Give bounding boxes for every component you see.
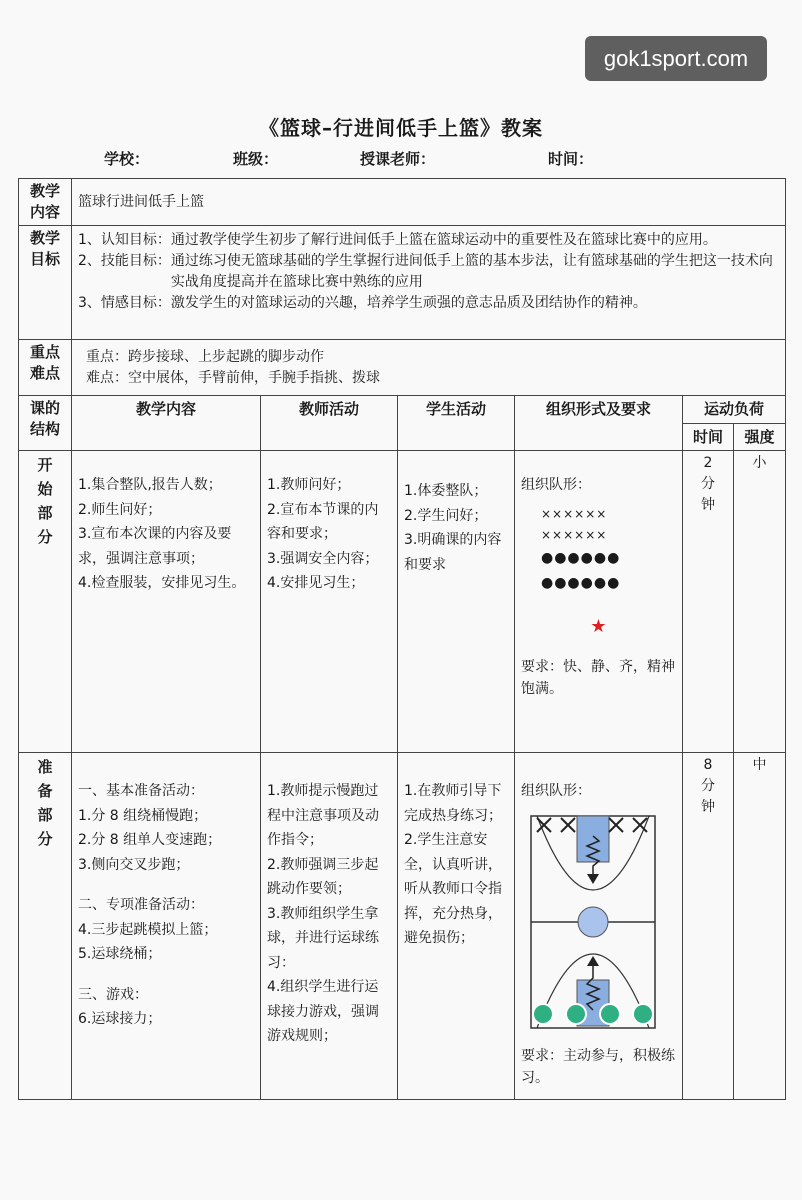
list-item: 4.组织学生进行运球接力游戏，强调游戏规则； bbox=[267, 979, 379, 1044]
part-start-time: 2 分 钟 bbox=[683, 451, 734, 753]
spacer bbox=[78, 877, 254, 893]
goal-text: 通过练习使无篮球基础的学生掌握行进间低手上篮的基本步法，让有篮球基础的学生把这一技术向实战角度提高并在篮球比赛中熟练的应用 bbox=[170, 253, 773, 290]
header-load: 运动负荷 bbox=[683, 396, 786, 424]
list-item: 2.教师强调三步起跳动作要领； bbox=[267, 856, 379, 897]
list-item: 1.教师提示慢跑过程中注意事项及动作指令； bbox=[267, 783, 379, 848]
teaching-content-value: 篮球行进间低手上篮 bbox=[72, 179, 786, 226]
list-item: 2.分 8 组单人变速跑； bbox=[78, 832, 222, 848]
key-points-content bbox=[72, 340, 786, 396]
list-item: 6.运球接力； bbox=[78, 1011, 162, 1027]
requirement-text: 要求：快、静、齐，精神饱满。 bbox=[521, 659, 675, 698]
top-key-box bbox=[577, 816, 609, 862]
page-title: 《篮球–行进间低手上篮》教案 bbox=[259, 116, 543, 140]
part-prepare-content bbox=[72, 753, 261, 1100]
lesson-plan-table bbox=[18, 178, 786, 1100]
row-teaching-content bbox=[19, 179, 786, 226]
list-item: 2.学生注意安全，认真听讲，听从教师口令指挥，充分热身，避免损伤； bbox=[404, 832, 502, 946]
part-start-student bbox=[398, 451, 515, 753]
difficulty-text: 难点：空中展体，手臂前伸，手腕手指挑、拨球 bbox=[86, 369, 380, 386]
teaching-goals-label: 教学目标 bbox=[19, 226, 72, 340]
list-item: 2.师生问好； bbox=[78, 501, 162, 518]
part-start-organization bbox=[515, 451, 683, 753]
part-prepare-label: 准 备 部 分 bbox=[19, 753, 72, 1100]
list-item: 3.明确课的内容和要求 bbox=[404, 532, 502, 573]
part-start-label: 开 始 部 分 bbox=[19, 451, 72, 753]
formation-row-x: ×××××× bbox=[541, 507, 608, 521]
teacher-star-icon: ★ bbox=[590, 616, 607, 637]
list-item: 4.检查服装，安排见习生。 bbox=[78, 575, 246, 591]
watermark-badge: gok1sport.com bbox=[585, 36, 767, 81]
goal-item bbox=[78, 293, 779, 314]
key-points-label: 重点难点 bbox=[19, 340, 72, 396]
header-row bbox=[19, 396, 786, 424]
list-item: 一、基本准备活动： bbox=[78, 783, 204, 799]
teaching-content-label: 教学内容 bbox=[19, 179, 72, 226]
formation-row-dots: ●●●●●● bbox=[541, 574, 621, 591]
arrow-up-icon bbox=[587, 956, 599, 966]
goal-label: 3、情感目标： bbox=[78, 295, 171, 311]
list-item: 3.侧向交叉步跑； bbox=[78, 856, 190, 873]
key-point-text: 重点：跨步接球、上步起跳的脚步动作 bbox=[86, 348, 324, 365]
row-teaching-goals bbox=[19, 226, 786, 340]
list-item: 2.学生问好； bbox=[404, 507, 488, 524]
goal-label: 1、认知目标： bbox=[78, 232, 171, 248]
list-item: 3.教师组织学生拿球，并进行运球练习： bbox=[267, 905, 379, 971]
list-item: 4.安排见习生； bbox=[267, 575, 365, 591]
row-part-prepare bbox=[19, 753, 786, 1100]
header-student: 学生活动 bbox=[398, 396, 515, 451]
formation-title: 组织队形： bbox=[521, 477, 591, 493]
goal-label: 2、技能目标： bbox=[78, 253, 171, 269]
list-item: 3.强调安全内容； bbox=[267, 550, 379, 567]
row-part-start bbox=[19, 451, 786, 753]
meta-time: 时间： bbox=[548, 150, 594, 168]
formation-diagram bbox=[521, 504, 676, 595]
list-item: 4.三步起跳模拟上篮； bbox=[78, 921, 218, 938]
list-item: 1.教师问好； bbox=[267, 477, 351, 493]
part-prepare-teacher bbox=[261, 753, 398, 1100]
row-key-points bbox=[19, 340, 786, 396]
part-prepare-student bbox=[398, 753, 515, 1100]
list-item: 1.体委整队； bbox=[404, 483, 488, 499]
header-organization: 组织形式及要求 bbox=[515, 396, 683, 451]
list-item: 1.分 8 组绕桶慢跑； bbox=[78, 807, 208, 824]
part-start-content bbox=[72, 451, 261, 753]
part-start-intensity: 小 bbox=[734, 451, 786, 753]
meta-teacher: 授课老师： bbox=[360, 150, 436, 168]
center-circle bbox=[578, 907, 608, 937]
list-item: 3.宣布本次课的内容及要求，强调注意事项； bbox=[78, 526, 232, 567]
header-structure: 课的结构 bbox=[19, 396, 72, 451]
list-item: 1.在教师引导下完成热身练习； bbox=[404, 783, 502, 824]
list-item: 二、专项准备活动： bbox=[78, 897, 204, 913]
formation-title: 组织队形： bbox=[521, 783, 591, 799]
teaching-goals-list bbox=[72, 226, 786, 340]
list-item: 三、游戏： bbox=[78, 986, 148, 1003]
meta-school: 学校： bbox=[104, 150, 150, 168]
meta-class: 班级： bbox=[233, 150, 279, 168]
header-time: 时间 bbox=[683, 423, 734, 451]
part-prepare-time: 8 分 钟 bbox=[683, 753, 734, 1100]
part-prepare-intensity: 中 bbox=[734, 753, 786, 1100]
spacer bbox=[78, 967, 254, 983]
requirement-text: 要求：主动参与，积极练习。 bbox=[521, 1048, 675, 1087]
part-prepare-organization bbox=[515, 753, 683, 1100]
arrow-down-icon bbox=[587, 874, 599, 884]
goal-text: 通过教学使学生初步了解行进间低手上篮在篮球运动中的重要性及在篮球比赛中的应用。 bbox=[170, 232, 717, 248]
list-item: 2.宣布本节课的内容和要求； bbox=[267, 501, 379, 542]
header-teacher: 教师活动 bbox=[261, 396, 398, 451]
list-item: 1.集合整队,报告人数； bbox=[78, 477, 222, 493]
formation-row-dots: ●●●●●● bbox=[541, 550, 621, 566]
goal-item bbox=[78, 251, 779, 293]
formation-row-x: ×××××× bbox=[541, 528, 608, 542]
header-intensity: 强度 bbox=[734, 423, 786, 451]
goal-item bbox=[78, 230, 779, 251]
goal-text: 激发学生的对篮球运动的兴趣，培养学生顽强的意志品质及团结协作的精神。 bbox=[170, 295, 647, 311]
header-content: 教学内容 bbox=[72, 396, 261, 451]
court-diagram bbox=[523, 814, 676, 1037]
basketball-court-diagram bbox=[523, 814, 663, 1030]
part-start-teacher bbox=[261, 451, 398, 753]
list-item: 5.运球绕桶； bbox=[78, 946, 162, 962]
